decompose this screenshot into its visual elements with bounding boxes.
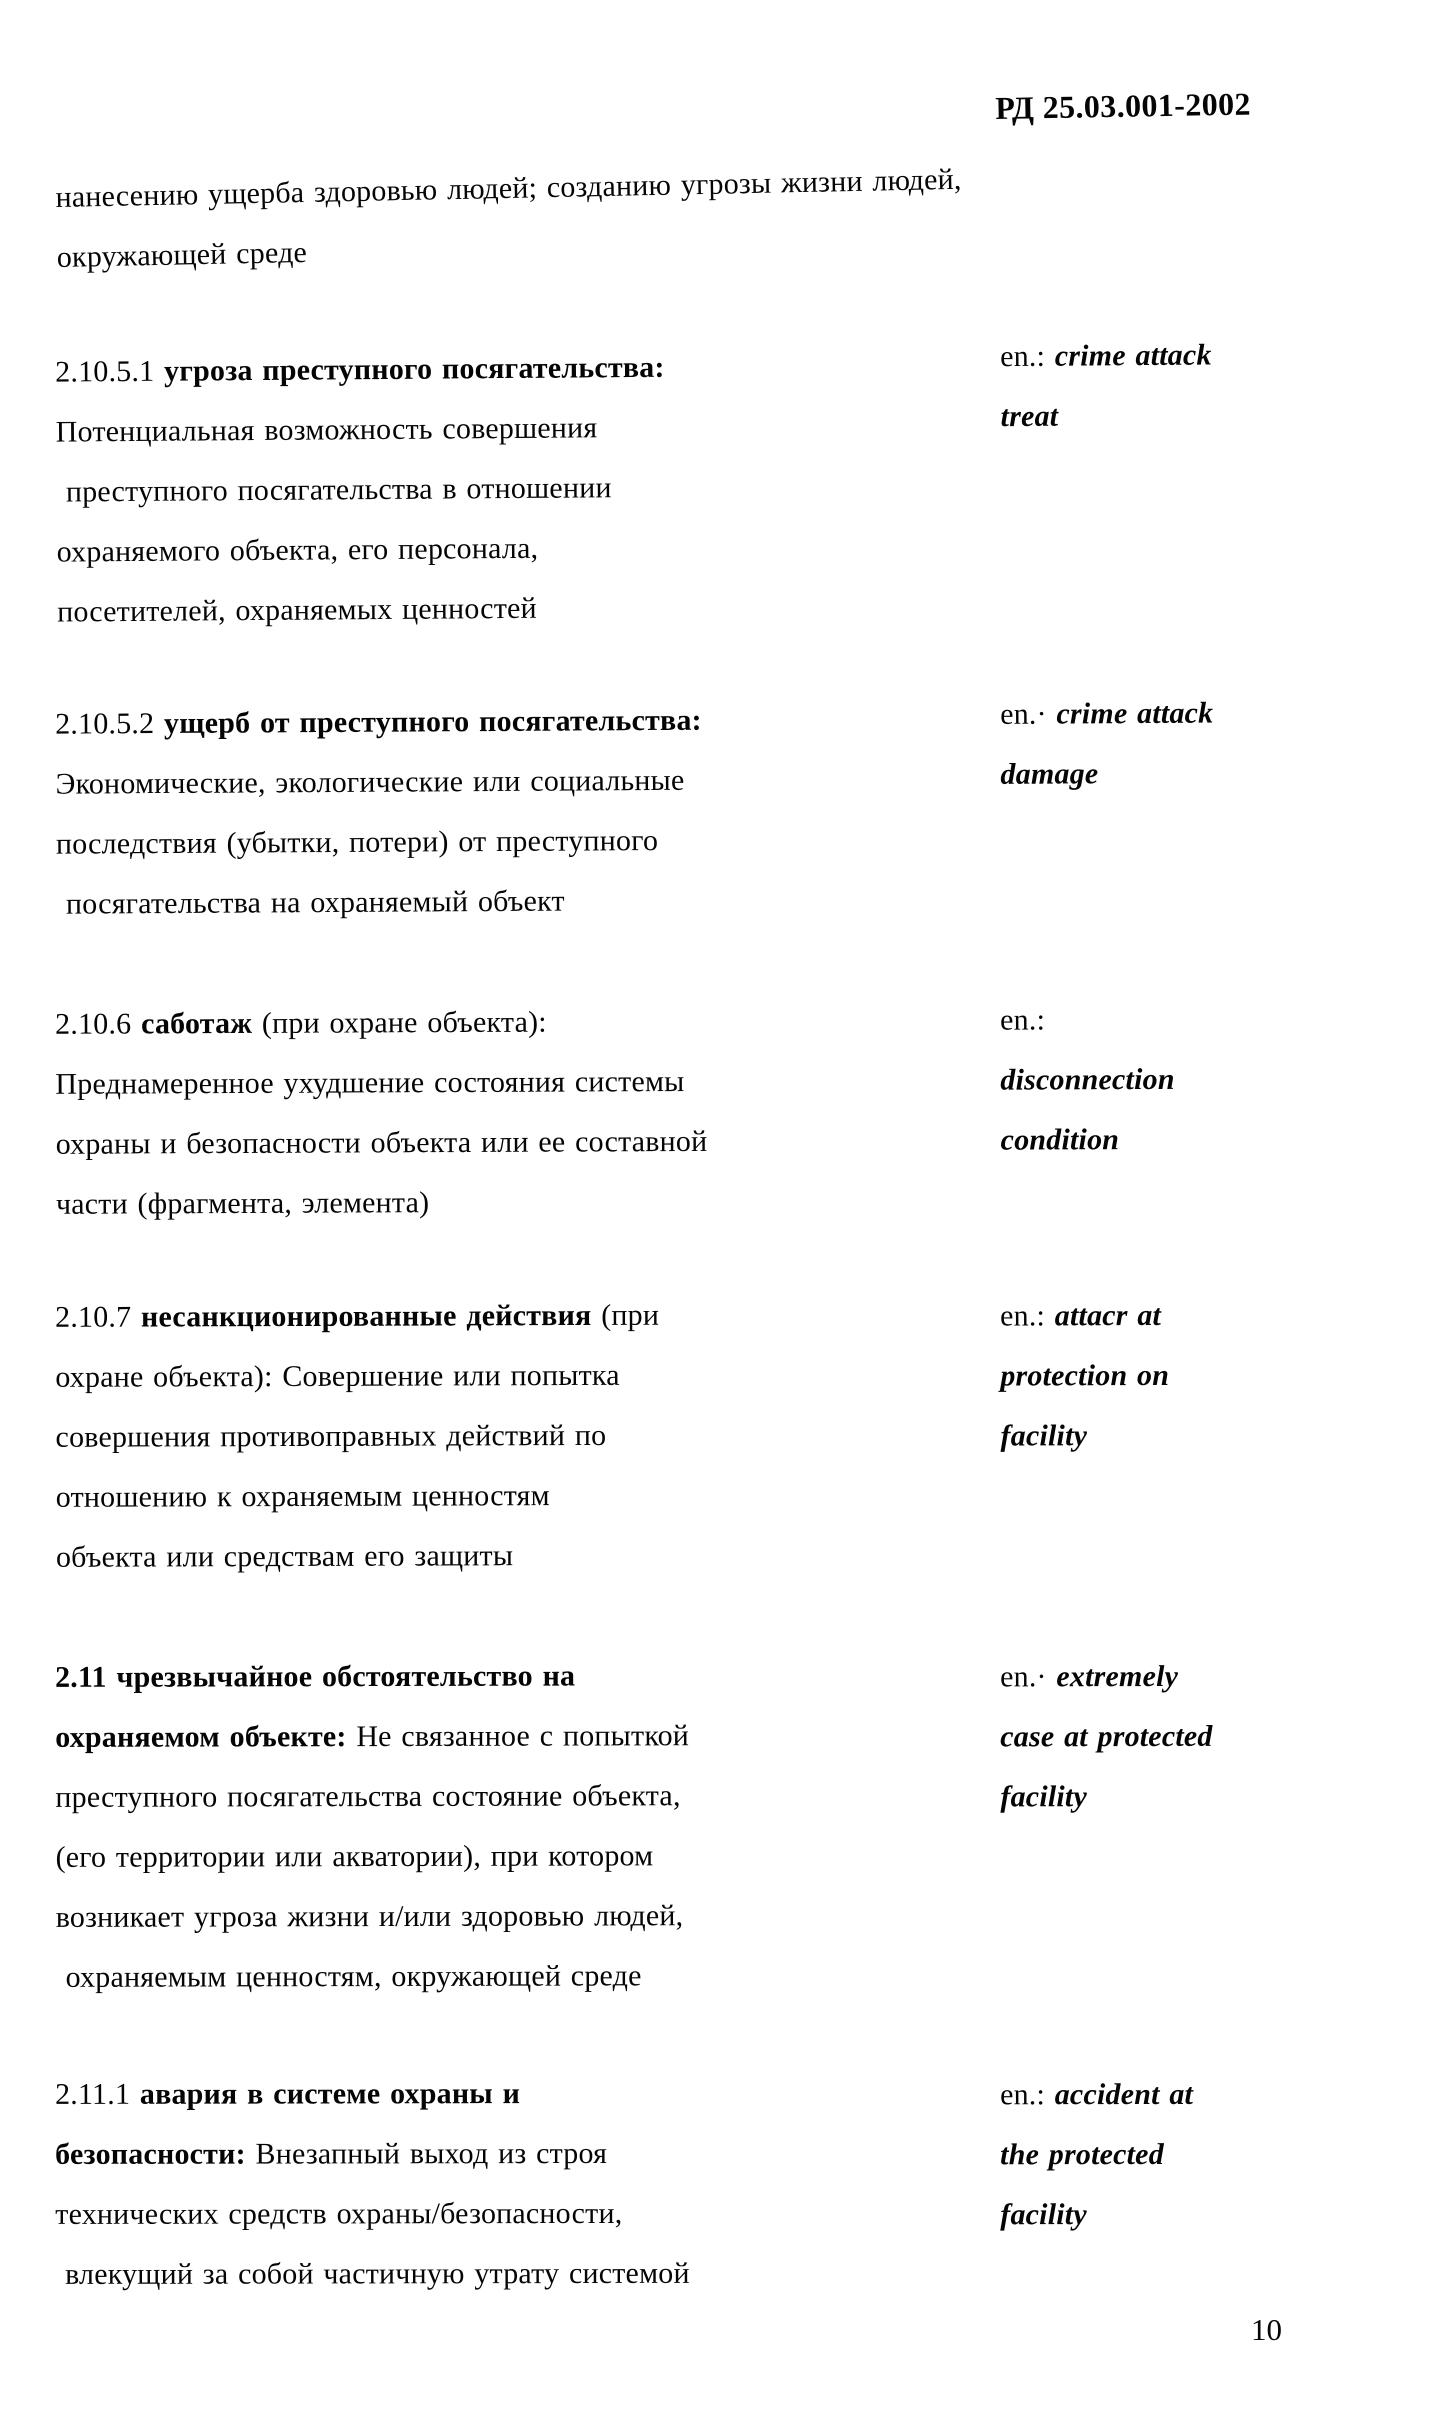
page-number: 10 <box>1251 2312 1282 2347</box>
intro-line: нанесению ущерба здоровью людей; созданию угрозы жизни людей, <box>55 162 962 214</box>
translation-text: crime attack <box>1054 338 1212 373</box>
translation-line <box>1000 384 1430 447</box>
translation-line <box>1000 324 1430 387</box>
definition-text: охраняемым ценностям, окружающей среде <box>55 1959 642 1994</box>
lang-label: en.· <box>1000 1660 1057 1694</box>
entry-definition <box>55 2063 965 2305</box>
term-bold: чрезвычайное обстоятельство на <box>116 1659 576 1694</box>
definition-text: преступного посягательства состояние объекта, <box>55 1779 681 1814</box>
definition-line <box>55 2123 965 2185</box>
definition-text: (его территории или акватории), при котором <box>55 1839 654 1874</box>
definition-text: 2.10.7 <box>55 1300 142 1334</box>
definition-text: охраны и безопасности объекта или ее составной <box>55 1124 708 1161</box>
definition-line <box>55 689 965 755</box>
translation-text: facility <box>1000 1780 1087 1814</box>
definition-text: 2.10.5.2 <box>55 706 165 741</box>
definition-text: объекта или средствам его защиты <box>55 1539 514 1574</box>
definition-text: части (фрагмента, элемента) <box>55 1186 430 1221</box>
definition-text: посетителей, охраняемых ценностей <box>56 591 537 629</box>
glossary-entry <box>0 1283 1441 1574</box>
definition-line <box>56 1885 966 1947</box>
translation-line <box>1001 1109 1431 1171</box>
intro-line: окружающей среде <box>56 235 308 274</box>
definition-text: влекущий за собой частичную утрату системой <box>55 2256 690 2291</box>
definition-line <box>55 2063 965 2125</box>
glossary-entry <box>0 686 1441 921</box>
definition-line <box>56 1525 966 1588</box>
entry-definition <box>55 991 966 1235</box>
translation-text: condition <box>1000 1123 1120 1157</box>
translation-text: extremely <box>1056 1659 1179 1694</box>
definition-text: совершения противоправных действий по <box>55 1418 607 1454</box>
translation-line <box>1000 989 1430 1051</box>
definition-line <box>56 455 966 522</box>
term-bold: 2.11 <box>55 1660 117 1694</box>
definition-line <box>56 869 966 935</box>
translation-text: case at protected <box>1000 1719 1213 1754</box>
translation-column <box>1000 2065 1430 2246</box>
definition-text: посягательства на охраняемый объект <box>56 884 565 921</box>
definition-line <box>55 1285 965 1348</box>
translation-column <box>1000 989 1431 1171</box>
entry-definition <box>55 689 966 935</box>
lang-label: en.: <box>1000 339 1055 374</box>
definition-line <box>56 809 966 875</box>
lang-label: en.· <box>1000 697 1057 731</box>
translation-text: the protected <box>1000 2137 1164 2172</box>
glossary-entry <box>0 1644 1441 1994</box>
definition-text: технических средств охраны/безопасности, <box>55 2196 623 2231</box>
definition-text: Внезапный выход из строя <box>245 2136 608 2171</box>
term-bold: саботаж <box>140 1006 253 1041</box>
translation-column <box>1000 1285 1431 1467</box>
translation-line <box>1000 1405 1430 1467</box>
definition-text: (при <box>591 1298 660 1332</box>
document-code: РД 25.03.001-2002 <box>995 85 1252 126</box>
translation-line <box>1000 1285 1430 1347</box>
definition-text: Преднамеренное ухудшение состояния системы <box>55 1065 685 1101</box>
glossary-entry <box>0 989 1441 1221</box>
translation-text: facility <box>1000 1419 1088 1453</box>
translation-line <box>1000 1049 1430 1111</box>
translation-column <box>1000 682 1431 805</box>
lang-label: en.: <box>1000 2078 1055 2112</box>
translation-text: disconnection <box>1000 1062 1175 1097</box>
definition-text: 2.10.6 <box>55 1007 142 1041</box>
definition-line <box>55 749 965 815</box>
definition-line <box>55 991 965 1055</box>
glossary-entry <box>0 332 1441 629</box>
definition-text: Экономические, экологические или социальные <box>55 763 685 801</box>
translation-text: accident at <box>1054 2077 1194 2112</box>
entry-definition <box>55 1285 966 1588</box>
translation-column <box>1000 324 1431 447</box>
definition-line <box>56 1111 966 1175</box>
translation-text: attacr at <box>1054 1298 1162 1333</box>
definition-text: преступного посягательства в отношении <box>56 471 612 509</box>
definition-line <box>55 2243 965 2305</box>
definition-line <box>55 1645 965 1707</box>
term-bold: ущерб от преступного посягательства: <box>163 703 702 740</box>
definition-line <box>55 335 965 402</box>
translation-line <box>1000 1766 1430 1827</box>
glossary-entry <box>0 2062 1441 2291</box>
definition-line <box>55 1345 965 1408</box>
definition-text: охране объекта): Совершение или попытка <box>55 1358 620 1394</box>
term-bold: несанкционированные действия <box>140 1298 592 1334</box>
translation-line <box>1000 1706 1430 1767</box>
definition-text: Потенциальная возможность совершения <box>55 411 598 449</box>
translation-column <box>1000 1646 1430 1827</box>
definition-line <box>56 1465 966 1528</box>
definition-text: охраняемого объекта, его персонала, <box>56 531 539 569</box>
translation-line <box>1000 742 1430 805</box>
definition-text: последствия (убытки, потери) от преступного <box>55 823 659 861</box>
definition-line <box>56 1945 966 2007</box>
definition-line <box>55 1705 965 1767</box>
translation-text: treat <box>1000 399 1059 434</box>
definition-line <box>55 1051 965 1115</box>
entry-definition <box>55 335 967 642</box>
definition-text: отношению к охраняемым ценностям <box>55 1479 550 1514</box>
translation-text: crime attack <box>1056 696 1214 731</box>
definition-line <box>55 1765 965 1827</box>
definition-line <box>55 395 965 462</box>
definition-line <box>55 1825 965 1887</box>
term-bold: авария в системе охраны и <box>139 2077 521 2111</box>
definition-text: 2.10.5.1 <box>55 354 165 389</box>
term-bold: охраняемом объекте: <box>55 1720 347 1754</box>
intro-paragraph <box>55 150 963 288</box>
translation-line <box>1000 1345 1430 1407</box>
definition-line <box>55 1405 965 1468</box>
term-bold: угроза преступного посягательства: <box>163 350 665 388</box>
definition-line <box>56 515 966 582</box>
translation-line <box>1000 2185 1430 2246</box>
definition-line <box>56 1171 966 1235</box>
translation-line <box>1000 2065 1430 2126</box>
lang-label: en.: <box>1000 1003 1046 1037</box>
translation-text: facility <box>1000 2198 1087 2232</box>
definition-line <box>55 2183 965 2245</box>
definition-text: возникает угроза жизни и/или здоровью людей, <box>55 1899 684 1934</box>
entry-definition <box>55 1645 966 2007</box>
term-bold: безопасности: <box>55 2137 246 2171</box>
translation-line <box>1000 682 1430 745</box>
definition-text: (при охране объекта): <box>252 1005 547 1040</box>
translation-line <box>1000 1646 1430 1707</box>
translation-text: damage <box>1000 757 1099 791</box>
translation-text: protection on <box>1000 1358 1170 1393</box>
translation-line <box>1000 2125 1430 2186</box>
definition-text: Не связанное с попыткой <box>346 1719 690 1754</box>
definition-text: 2.11.1 <box>55 2077 140 2111</box>
lang-label: en.: <box>1000 1299 1055 1333</box>
definition-line <box>57 575 967 642</box>
